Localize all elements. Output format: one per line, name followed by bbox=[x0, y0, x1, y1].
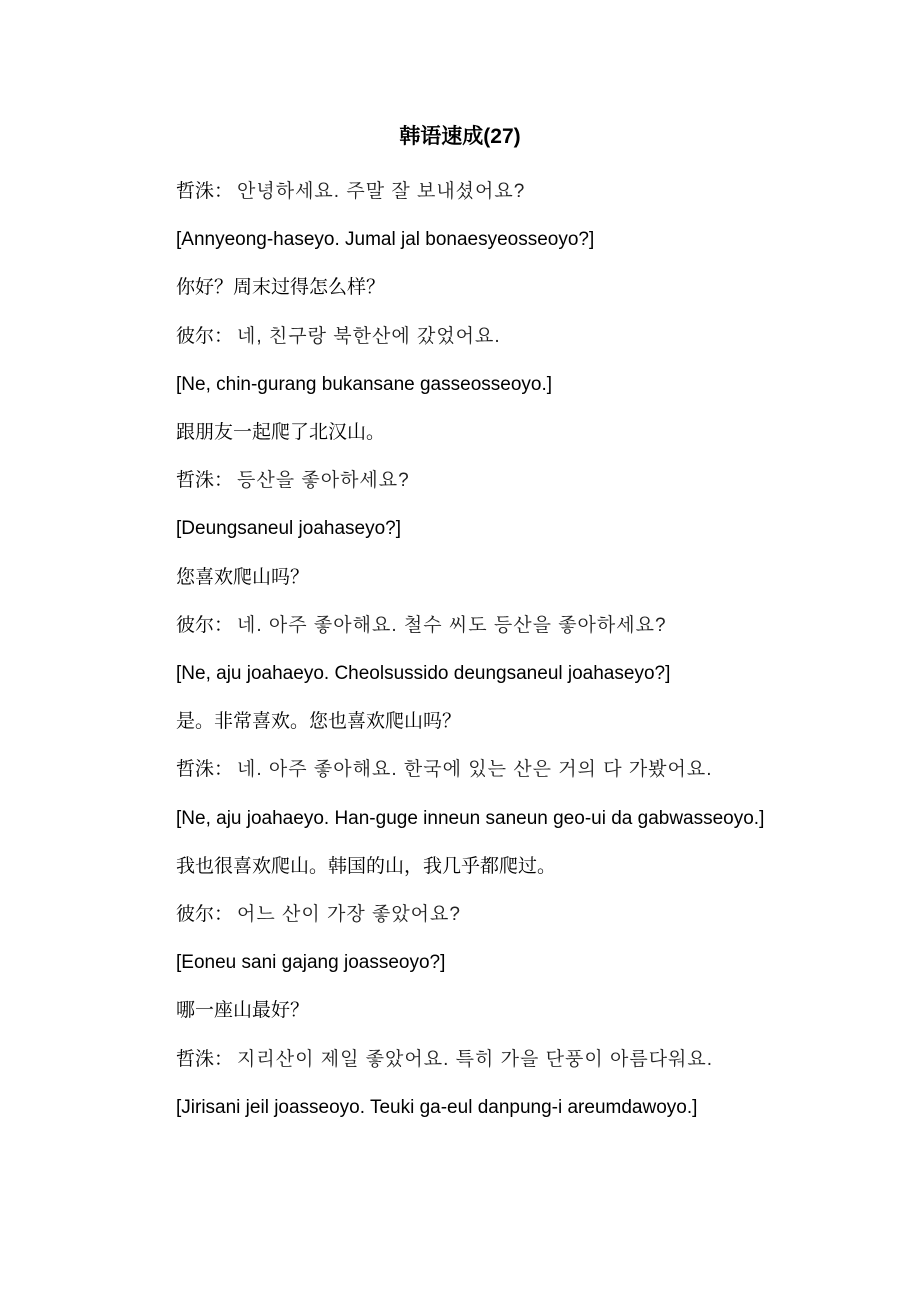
speaker-name: 彼尔： bbox=[176, 904, 234, 926]
korean-line bbox=[139, 602, 780, 650]
korean-text: 네. 아주 좋아해요. 철수 씨도 등산을 좋아하세요? bbox=[237, 614, 667, 636]
chinese-translation-line: 哪一座山最好？ bbox=[176, 1000, 310, 1022]
speaker-name: 哲洙： bbox=[176, 470, 234, 492]
romanization-line: [Ne, chin-gurang bukansane gasseosseoyo.] bbox=[176, 373, 553, 395]
romanization-line: [Jirisani jeil joasseoyo. Teuki ga-eul danpung-i areumdawoyo.] bbox=[176, 1096, 698, 1118]
chinese-translation-line: 跟朋友一起爬了北汉山。 bbox=[176, 422, 386, 444]
speaker-name: 哲洙： bbox=[176, 181, 234, 202]
korean-line bbox=[139, 457, 780, 505]
speaker-name: 哲洙： bbox=[176, 759, 234, 781]
document-title: 韩语速成(27) bbox=[399, 125, 521, 148]
korean-text: 지리산이 제일 좋았어요. 특히 가을 단풍이 아름다워요. bbox=[237, 1048, 714, 1070]
romanization-line: [Ne, aju joahaeyo. Cheolsussido deungsaneul joahaseyo?] bbox=[176, 663, 671, 685]
speaker-name: 哲洙： bbox=[176, 1048, 234, 1070]
romanization-line: [Deungsaneul joahaseyo?] bbox=[176, 518, 402, 540]
korean-text: 어느 산이 가장 좋았어요? bbox=[237, 904, 461, 926]
romanization-line: [Annyeong-haseyo. Jumal jal bonaesyeosseoyo?] bbox=[176, 229, 595, 251]
korean-line bbox=[139, 891, 780, 939]
romanization-line: [Ne, aju joahaeyo. Han-guge inneun saneun geo-ui da gabwasseoyo.] bbox=[176, 807, 765, 829]
korean-text: 네. 아주 좋아해요. 한국에 있는 산은 거의 다 가봤어요. bbox=[237, 759, 713, 781]
korean-line bbox=[139, 313, 780, 361]
speaker-name: 彼尔： bbox=[176, 325, 234, 347]
chinese-translation-line: 我也很喜欢爬山。韩国的山，我几乎都爬过。 bbox=[176, 855, 557, 877]
chinese-translation-line: 是。非常喜欢。您也喜欢爬山吗？ bbox=[176, 711, 462, 733]
korean-text: 안녕하세요. 주말 잘 보내셨어요? bbox=[237, 181, 526, 202]
korean-line bbox=[139, 746, 780, 794]
korean-text: 등산을 좋아하세요? bbox=[237, 470, 410, 492]
dialogue-body bbox=[139, 168, 780, 1132]
korean-text: 네, 친구랑 북한산에 갔었어요. bbox=[237, 325, 501, 347]
chinese-translation-line: 你好？周末过得怎么样？ bbox=[176, 277, 386, 299]
korean-line bbox=[139, 1036, 780, 1084]
romanization-line: [Eoneu sani gajang joasseoyo?] bbox=[176, 952, 446, 974]
korean-line bbox=[139, 168, 780, 216]
speaker-name: 彼尔： bbox=[176, 614, 234, 636]
chinese-translation-line: 您喜欢爬山吗？ bbox=[176, 566, 310, 588]
